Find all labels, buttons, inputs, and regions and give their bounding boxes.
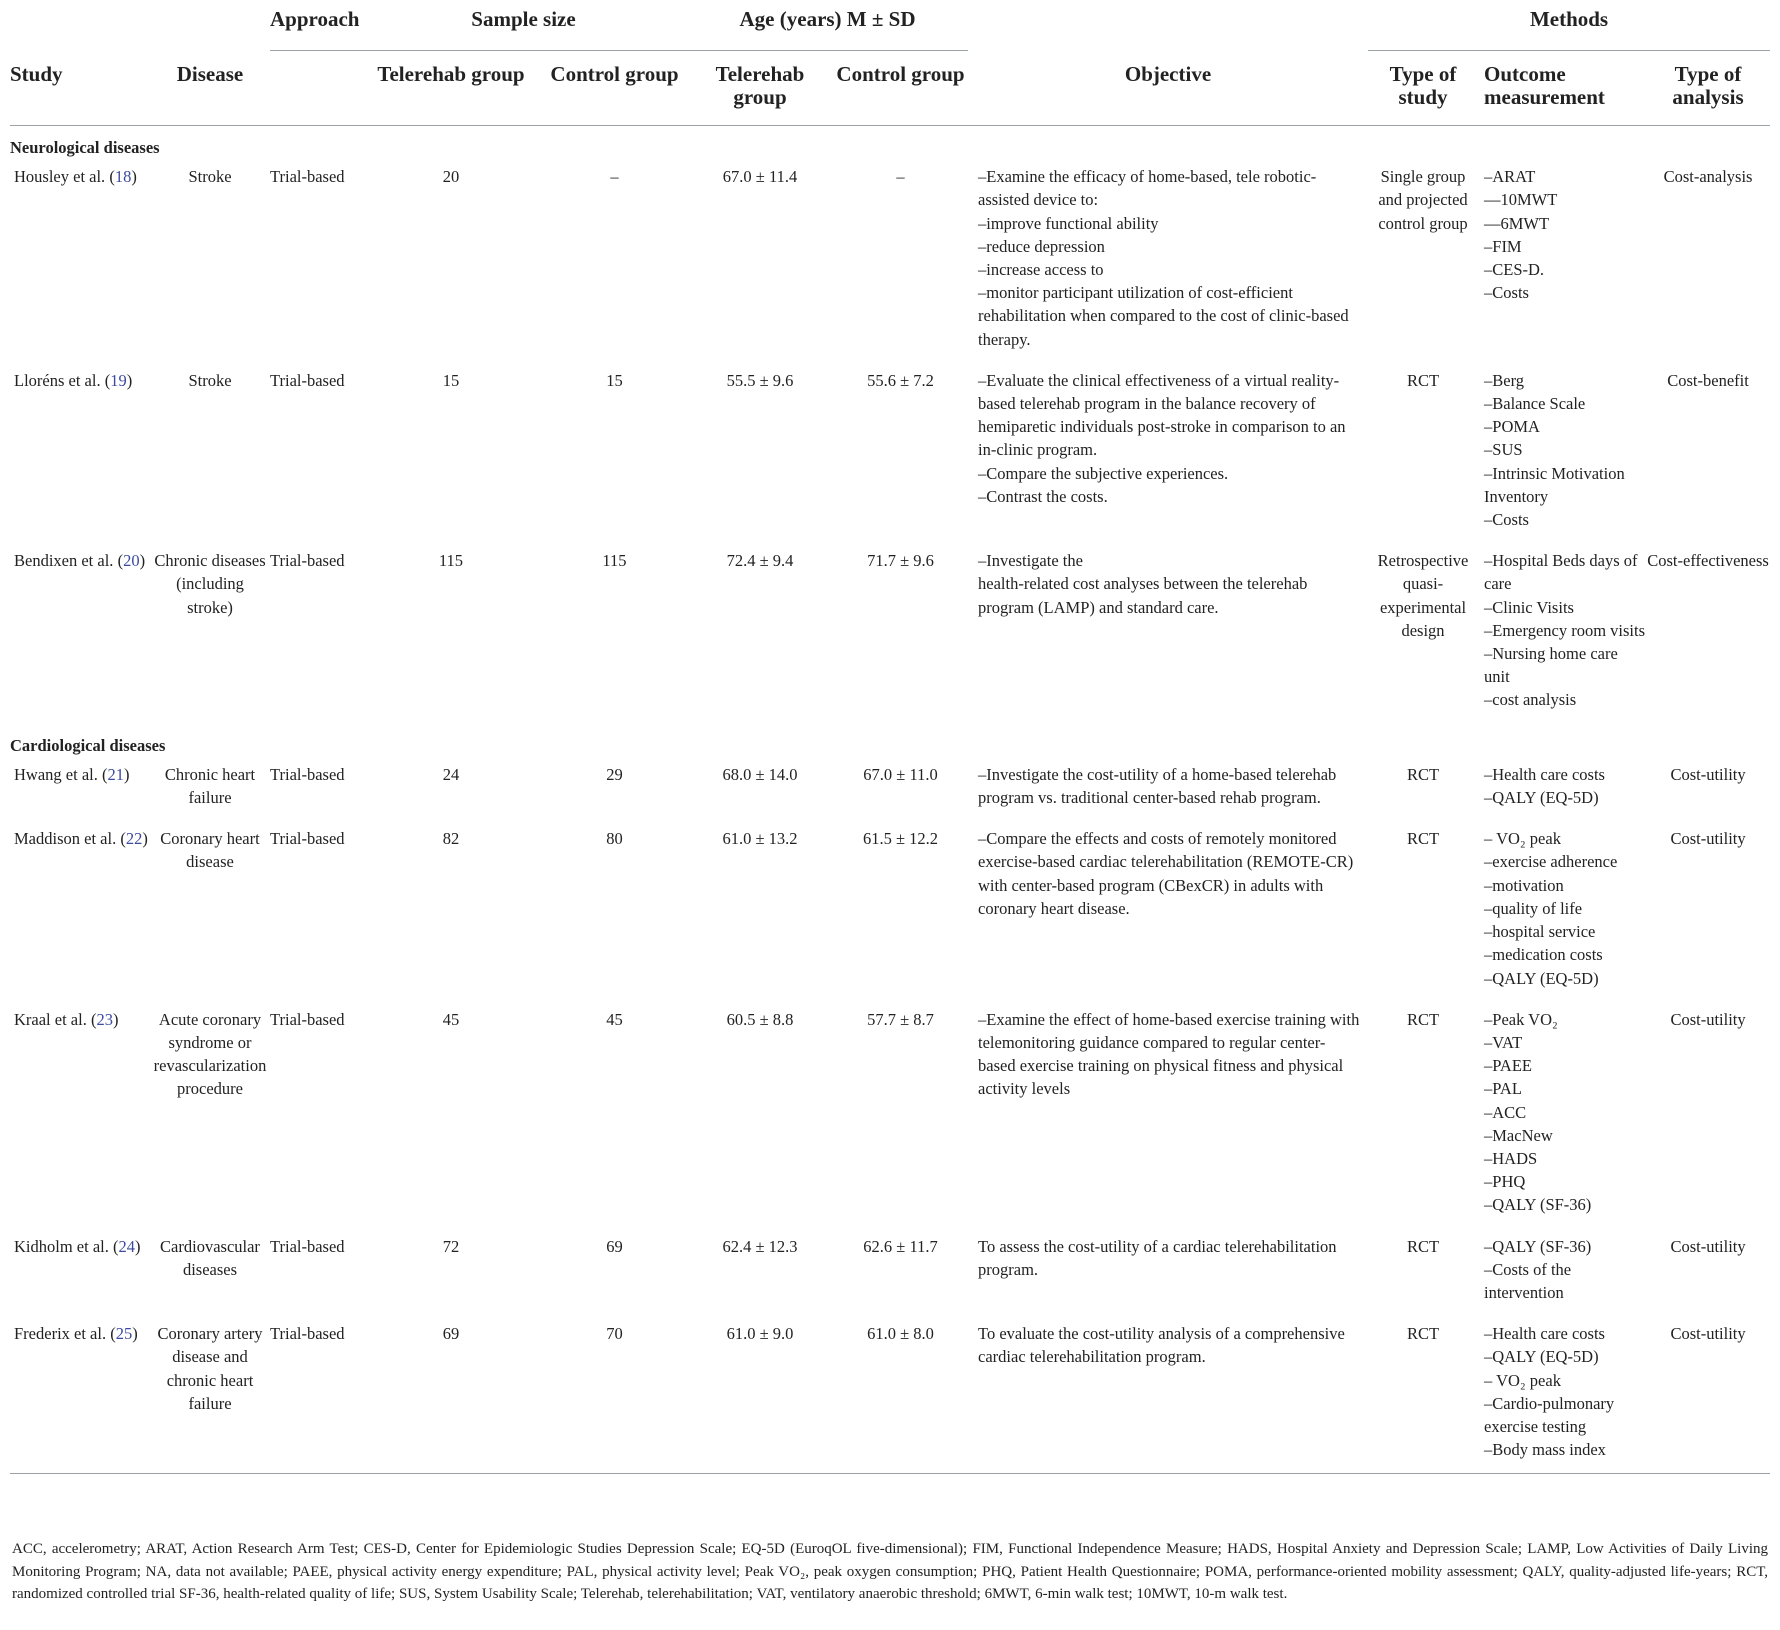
approach-cell: Trial-based xyxy=(270,764,345,784)
table-footnote: ACC, accelerometry; ARAT, Action Research Arm Test; CES-D, Center for Epidemiologic Studies Depression Scale; EQ-5D (EuroqOL five-dimensional); FIM, Functional Independence Measure; HADS, Hospital Anxiety and Depression Scale; LAMP, Low Activities of Daily Living Monitoring Program; NA, data not available; PAEE, physical activity energy expenditure; PAL, physical activity level; Peak VO₂, peak oxygen consumption; PHQ, Patient Health Questionnaire; POMA, performance-oriented mobility assessment; QALY, quality-adjusted life-years; RCT, randomized controlled trial SF-36, health-related quality of life; SUS, System Usability Scale; Telerehab, telerehabilitation; VAT, ventilatory anaerobic threshold; 6MWT, 6-min walk test; 10MWT, 10-m walk test. xyxy=(12,1541,1768,1602)
objective-line: –Investigate the xyxy=(978,551,1083,571)
study-cell: Hwang et al. (21) xyxy=(14,764,130,784)
reference-link[interactable]: 22 xyxy=(125,829,143,849)
study-cell: Kraal et al. (23) xyxy=(14,1009,119,1029)
reference-link[interactable]: 19 xyxy=(110,370,127,390)
reference-link[interactable]: 24 xyxy=(118,1236,135,1256)
sample-telerehab-cell: 72 xyxy=(442,1236,460,1256)
type-of-study-cell: Retrospective quasi-experimental design xyxy=(1377,551,1469,640)
outcome-item: –QALY (EQ-5D) xyxy=(1484,788,1599,808)
sample-control-cell: 15 xyxy=(606,370,623,390)
outcome-item: –PHQ xyxy=(1484,1172,1526,1192)
outcome-item: –QALY (EQ-5D) xyxy=(1484,1347,1599,1367)
table-row xyxy=(10,1229,1770,1317)
study-cell: Maddison et al. (22) xyxy=(14,829,148,849)
type-of-study-cell: RCT xyxy=(1406,370,1440,390)
objective-line: –Evaluate the clinical effectiveness of a virtual reality-based telerehab program in the balance recovery of hemiparetic individuals post-stroke in comparison to an in-clinic program. xyxy=(978,370,1346,460)
type-of-study-cell: RCT xyxy=(1406,1009,1440,1029)
outcome-item: –Nursing home care unit xyxy=(1484,644,1618,687)
sample-control-cell: 29 xyxy=(606,764,623,784)
disease-cell: Chronic heart failure xyxy=(164,764,256,808)
header-sample-size: Sample size xyxy=(360,0,687,51)
objective-line: –reduce depression xyxy=(978,236,1105,256)
objective-cell xyxy=(968,821,1368,1001)
header-type-of-analysis: Type of analysis xyxy=(1646,51,1770,126)
outcome-item: –HADS xyxy=(1484,1148,1538,1168)
header-age-control: Control group xyxy=(833,51,968,126)
age-telerehab-cell: 55.5 ± 9.6 xyxy=(726,370,794,390)
table-row xyxy=(10,757,1770,821)
outcome-item: –Costs xyxy=(1484,510,1529,530)
header-age: Age (years) M ± SD xyxy=(687,0,968,51)
study-name: Kidholm et al. xyxy=(14,1236,109,1256)
study-cell: Housley et al. (18) xyxy=(14,167,137,187)
objective-cell xyxy=(968,159,1368,363)
type-of-study-cell: RCT xyxy=(1406,1236,1440,1256)
type-of-analysis-cell: Cost-utility xyxy=(1670,829,1746,849)
age-control-cell: 67.0 ± 11.0 xyxy=(863,764,938,784)
outcome-item: –FIM xyxy=(1484,236,1522,256)
type-of-analysis-cell: Cost-effectiveness xyxy=(1647,551,1769,571)
outcome-item: –PAEE xyxy=(1484,1056,1533,1076)
outcome-item: –QALY (SF-36) xyxy=(1484,1195,1592,1215)
outcome-item: –Clinic Visits xyxy=(1484,597,1574,617)
objective-line: To evaluate the cost-utility analysis of a comprehensive cardiac telerehabilitation program. xyxy=(978,1324,1345,1367)
objective-cell xyxy=(968,1002,1368,1229)
outcome-cell xyxy=(1478,1316,1646,1474)
age-control-cell: – xyxy=(896,167,905,187)
study-cell: Lloréns et al. (19) xyxy=(14,370,133,390)
age-telerehab-cell: 72.4 ± 9.4 xyxy=(726,551,794,571)
outcome-item: –quality of life xyxy=(1484,898,1583,918)
approach-cell: Trial-based xyxy=(270,1009,345,1029)
objective-cell xyxy=(968,1229,1368,1317)
sample-telerehab-cell: 24 xyxy=(442,764,460,784)
age-telerehab-cell: 62.4 ± 12.3 xyxy=(722,1236,798,1256)
type-of-study-cell: Single group and projected control group xyxy=(1378,167,1468,233)
outcome-item: –Balance Scale xyxy=(1484,394,1586,414)
type-of-study-cell: RCT xyxy=(1406,829,1440,849)
header-objective: Objective xyxy=(968,51,1368,126)
age-telerehab-cell: 61.0 ± 9.0 xyxy=(687,1316,833,1474)
approach-cell: Trial-based xyxy=(270,551,345,571)
outcome-item: –cost analysis xyxy=(1484,690,1577,710)
objective-line: –Compare the subjective experiences. xyxy=(978,463,1229,483)
outcome-item: –QALY (SF-36) xyxy=(1484,1236,1592,1256)
disease-cell: Stroke xyxy=(188,370,232,390)
outcome-item: —6MWT xyxy=(1484,213,1550,233)
objective-line: To assess the cost-utility of a cardiac telerehabilitation program. xyxy=(978,1236,1337,1279)
header-outcome-measurement: Outcome measurement xyxy=(1478,51,1646,126)
objective-line: –monitor participant utilization of cost-efficient rehabilitation when compared to the cost of clinic-based therapy. xyxy=(978,283,1349,349)
header-age-telerehab: Telerehab group xyxy=(687,51,833,126)
outcome-item: –Intrinsic Motivation Inventory xyxy=(1484,463,1625,506)
study-name: Maddison et al. xyxy=(14,829,117,849)
sample-control-cell: 80 xyxy=(606,829,623,849)
outcome-cell xyxy=(1478,543,1646,723)
sample-control-cell: 70 xyxy=(542,1316,687,1474)
outcome-item: –Hospital Beds days of care xyxy=(1484,551,1638,594)
section-cardiological xyxy=(10,724,1770,757)
study-cell: Frederix et al. (25) xyxy=(10,1316,150,1474)
objective-line: –Examine the efficacy of home-based, tele robotic-assisted device to: xyxy=(978,167,1317,210)
table-body xyxy=(10,126,1770,1474)
approach-cell: Trial-based xyxy=(270,370,345,390)
study-name: Bendixen et al. xyxy=(14,551,114,571)
objective-line: –Compare the effects and costs of remotely monitored exercise-based cardiac telerehabilitation (REMOTE-CR) with center-based program (CBexCR) in adults with coronary heart disease. xyxy=(978,829,1354,918)
disease-cell: Acute coronary syndrome or revascularization procedure xyxy=(153,1009,267,1099)
outcome-item: – VO₂ peak xyxy=(1484,1370,1561,1390)
reference-link[interactable]: 18 xyxy=(114,167,132,187)
outcome-item: –QALY (EQ-5D) xyxy=(1484,968,1599,988)
outcome-cell xyxy=(1478,1002,1646,1229)
sample-telerehab-cell: 115 xyxy=(438,551,464,571)
table-row xyxy=(10,1002,1770,1229)
age-telerehab-cell: 60.5 ± 8.8 xyxy=(726,1009,794,1029)
sample-telerehab-cell: 45 xyxy=(442,1009,460,1029)
outcome-item: –ACC xyxy=(1484,1102,1527,1122)
reference-link[interactable]: 23 xyxy=(96,1009,113,1029)
sample-control-cell: 115 xyxy=(602,551,627,571)
objective-line: –Examine the effect of home-based exercise training with telemonitoring guidance compared to regular center-based exercise training on physical fitness and physical activity levels xyxy=(978,1009,1360,1099)
studies-table xyxy=(10,0,1770,1474)
outcome-item: —10MWT xyxy=(1484,190,1558,210)
section-label: Cardiological diseases xyxy=(10,735,166,755)
outcome-item: –hospital service xyxy=(1484,922,1596,942)
section-label: Neurological diseases xyxy=(10,138,160,157)
age-control-cell: 57.7 ± 8.7 xyxy=(867,1009,934,1029)
outcome-cell xyxy=(1478,159,1646,363)
outcome-cell xyxy=(1478,757,1646,821)
outcome-item: –Health care costs xyxy=(1484,764,1605,784)
sample-telerehab-cell: 82 xyxy=(442,829,460,849)
outcome-item: –MacNew xyxy=(1484,1125,1553,1145)
outcome-item: –Emergency room visits xyxy=(1484,620,1646,640)
header-approach: Approach xyxy=(270,0,360,51)
approach-cell: Trial-based xyxy=(270,829,345,849)
study-name: Hwang et al. xyxy=(14,764,98,784)
study-cell: Bendixen et al. (20) xyxy=(14,551,146,571)
outcome-item: –Health care costs xyxy=(1484,1324,1605,1344)
sample-telerehab-cell: 15 xyxy=(442,370,460,390)
objective-cell xyxy=(968,1316,1368,1474)
age-control-cell: 71.7 ± 9.6 xyxy=(867,551,934,571)
approach-cell: Trial-based xyxy=(270,1236,345,1256)
outcome-item: –exercise adherence xyxy=(1484,852,1618,872)
type-of-analysis-cell: Cost-utility xyxy=(1670,764,1746,784)
age-telerehab-cell: 61.0 ± 13.2 xyxy=(722,829,798,849)
table-row xyxy=(10,821,1770,1001)
approach-cell: Trial-based xyxy=(270,167,345,187)
table-row xyxy=(10,543,1770,723)
disease-cell: Cardiovascular diseases xyxy=(160,1236,260,1279)
outcome-item: –Peak VO₂ xyxy=(1484,1009,1558,1029)
reference-link[interactable]: 25 xyxy=(115,1324,133,1344)
type-of-analysis-cell: Cost-utility xyxy=(1670,1236,1746,1256)
type-of-analysis-cell: Cost-utility xyxy=(1670,1009,1746,1029)
study-name: Lloréns et al. xyxy=(14,370,101,390)
study-name: Frederix et al. xyxy=(14,1324,107,1344)
sample-control-cell: 69 xyxy=(606,1236,623,1256)
type-of-analysis-cell: Cost-utility xyxy=(1646,1316,1770,1474)
header-type-of-study: Type of study xyxy=(1368,51,1478,126)
header-sample-telerehab: Telerehab group xyxy=(360,51,542,126)
age-control-cell: 61.0 ± 8.0 xyxy=(833,1316,968,1474)
type-of-analysis-cell: Cost-benefit xyxy=(1667,370,1749,390)
header-disease: Disease xyxy=(150,51,270,126)
outcome-item: –Cardio-pulmonary exercise testing xyxy=(1484,1393,1615,1436)
disease-cell: Stroke xyxy=(188,167,232,187)
header-methods: Methods xyxy=(1368,0,1770,51)
table-header xyxy=(10,0,1770,126)
reference-link[interactable]: 21 xyxy=(107,764,124,784)
header-study: Study xyxy=(10,51,150,126)
outcome-cell xyxy=(1478,821,1646,1001)
age-control-cell: 62.6 ± 11.7 xyxy=(863,1236,938,1256)
table-row xyxy=(10,159,1770,363)
study-name: Kraal et al. xyxy=(14,1009,87,1029)
objective-cell xyxy=(968,757,1368,821)
age-control-cell: 61.5 ± 12.2 xyxy=(862,829,939,849)
outcome-item: – VO₂ peak xyxy=(1484,829,1561,849)
sample-control-cell: 45 xyxy=(606,1009,623,1029)
outcome-item: –Berg xyxy=(1484,370,1525,390)
outcome-cell xyxy=(1478,1229,1646,1317)
type-of-analysis-cell: Cost-analysis xyxy=(1663,167,1753,187)
table-row xyxy=(10,363,1770,543)
outcome-item: –Costs of the intervention xyxy=(1484,1259,1572,1302)
outcome-item: –VAT xyxy=(1484,1032,1523,1052)
disease-cell: Coronary heart disease xyxy=(160,829,260,872)
outcome-item: –PAL xyxy=(1484,1079,1522,1099)
table-row xyxy=(10,1316,1770,1474)
outcome-item: –motivation xyxy=(1484,875,1564,895)
study-name: Housley et al. xyxy=(14,167,106,187)
header-sample-control: Control group xyxy=(542,51,687,126)
sample-telerehab-cell: 69 xyxy=(360,1316,542,1474)
section-neurological xyxy=(10,126,1770,160)
age-control-cell: 55.6 ± 7.2 xyxy=(867,370,934,390)
approach-cell: Trial-based xyxy=(270,1316,360,1474)
reference-link[interactable]: 20 xyxy=(123,551,140,571)
objective-line: –increase access to xyxy=(978,260,1104,280)
outcome-item: –ARAT xyxy=(1484,167,1536,187)
outcome-item: –CES-D. xyxy=(1484,260,1545,280)
outcome-item: –medication costs xyxy=(1484,945,1603,965)
outcome-item: –Costs xyxy=(1484,283,1529,303)
sample-telerehab-cell: 20 xyxy=(442,167,460,187)
age-telerehab-cell: 68.0 ± 14.0 xyxy=(722,764,798,784)
age-telerehab-cell: 67.0 ± 11.4 xyxy=(722,167,798,187)
type-of-study-cell: RCT xyxy=(1406,764,1440,784)
outcome-item: –POMA xyxy=(1484,417,1540,437)
disease-cell: Coronary artery disease and chronic heart failure xyxy=(150,1316,270,1474)
study-cell: Kidholm et al. (24) xyxy=(14,1236,141,1256)
sample-control-cell: – xyxy=(610,167,619,187)
objective-line: –Investigate the cost-utility of a home-based telerehab program vs. traditional center-based rehab program. xyxy=(978,764,1337,808)
outcome-item: –Body mass index xyxy=(1484,1440,1606,1460)
type-of-study-cell: RCT xyxy=(1368,1316,1478,1474)
objective-cell xyxy=(968,363,1368,543)
disease-cell: Chronic diseases (including stroke) xyxy=(154,551,266,617)
outcome-item: –SUS xyxy=(1484,440,1523,460)
outcome-cell xyxy=(1478,363,1646,543)
objective-cell xyxy=(968,543,1368,723)
objective-line: –improve functional ability xyxy=(978,213,1159,233)
objective-line: health-related cost analyses between the telerehab program (LAMP) and standard care. xyxy=(978,574,1308,617)
objective-line: –Contrast the costs. xyxy=(978,486,1108,506)
